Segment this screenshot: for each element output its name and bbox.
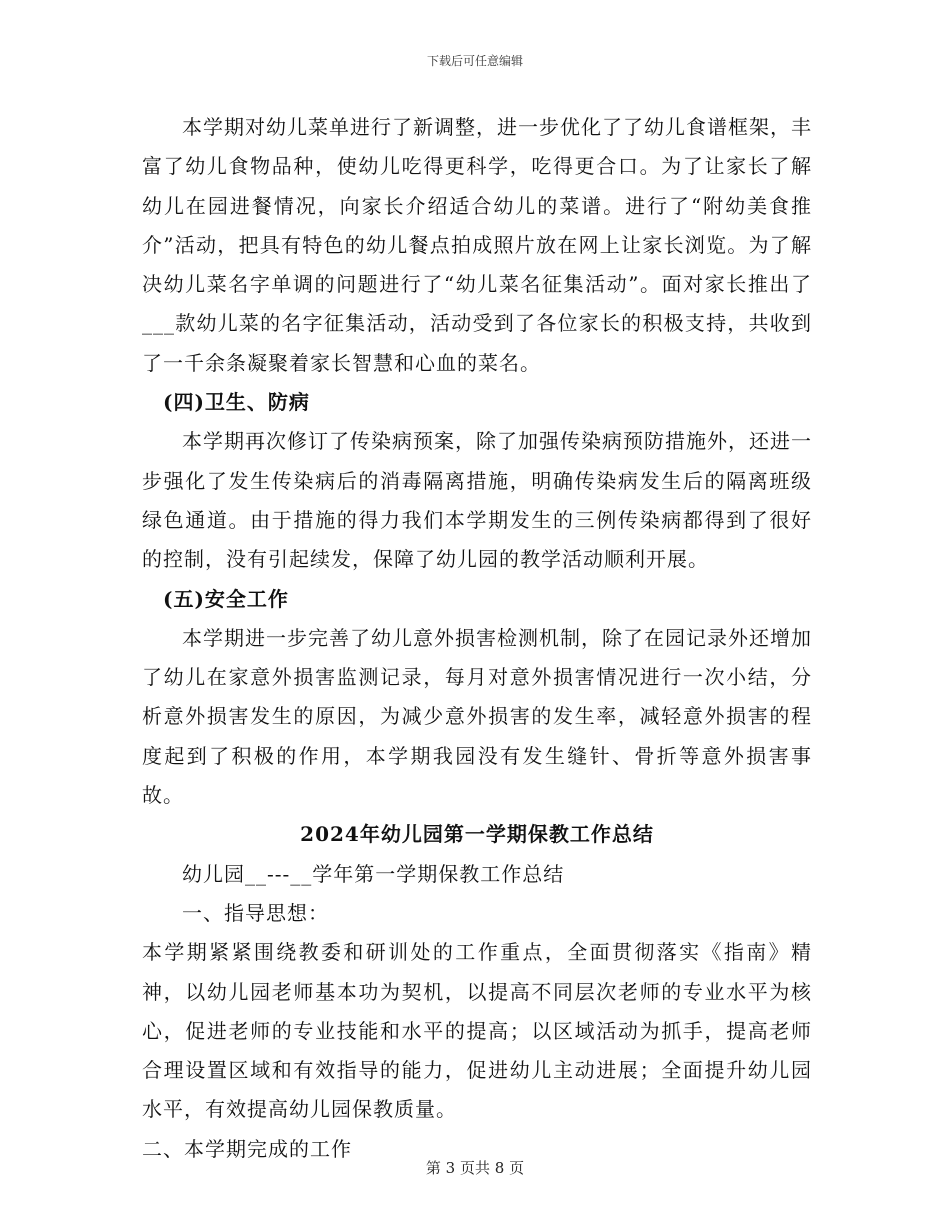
safety-paragraph: 本学期进一步完善了幼儿意外损害检测机制，除了在园记录外还增加了幼儿在家意外损害监测记录，每月对意外损害情况进行一次小结，分析意外损害发生的原因，为减少意外损害的发生率，减轻意外损害的程度起到了积极的作用，本学期我园没有发生缝针、骨折等意外损害事故。 — [142, 625, 812, 808]
menu-paragraph: 本学期对幼儿菜单进行了新调整，进一步优化了了幼儿食谱框架，丰富了幼儿食物品种，使幼儿吃得更科学，吃得更合口。为了让家长了解幼儿在园进餐情况，向家长介绍适合幼儿的菜谱。进行了“附幼美食推介”活动，把具有特色的幼儿餐点拍成照片放在网上让家长浏览。为了解决幼儿菜名字单调的问题进行了“幼儿菜名征集活动”。面对家长推出了___款幼儿菜的名字征集活动，活动受到了各位家长的积极支持，共收到了一千余条凝聚着家长智慧和心血的菜名。 — [142, 115, 812, 375]
document-title: 2024年幼儿园第一学期保教工作总结 — [300, 822, 654, 847]
document-body — [142, 108, 812, 1169]
safety-heading: (五)安全工作 — [163, 586, 289, 611]
guiding-paragraph: 本学期紧紧围绕教委和研训处的工作重点，全面贯彻落实《指南》精神，以幼儿园老师基本功为契机，以提高不同层次老师的专业水平为核心，促进老师的专业技能和水平的提高；以区域活动为抓手，提高老师合理设置区域和有效指导的能力，促进幼儿主动进展；全面提升幼儿园水平，有效提高幼儿园保教质量。 — [142, 940, 812, 1122]
document-subtitle: 幼儿园__---__学年第一学期保教工作总结 — [182, 861, 565, 886]
health-heading: (四)卫生、防病 — [163, 390, 310, 415]
page-header: 下载后可任意编辑 — [426, 54, 523, 68]
health-paragraph: 本学期再次修订了传染病预案，除了加强传染病预防措施外，还进一步强化了发生传染病后的消毒隔离措施，明确传染病发生后的隔离班级绿色通道。由于措施的得力我们本学期发生的三例传染病都得到了很好的控制，没有引起续发，保障了幼儿园的教学活动顺利开展。 — [142, 429, 812, 572]
guiding-heading: 一、指导思想： — [182, 900, 329, 925]
completed-heading: 二、本学期完成的工作 — [142, 1136, 352, 1161]
page-footer: 第 3 页共 8 页 — [425, 1159, 525, 1177]
